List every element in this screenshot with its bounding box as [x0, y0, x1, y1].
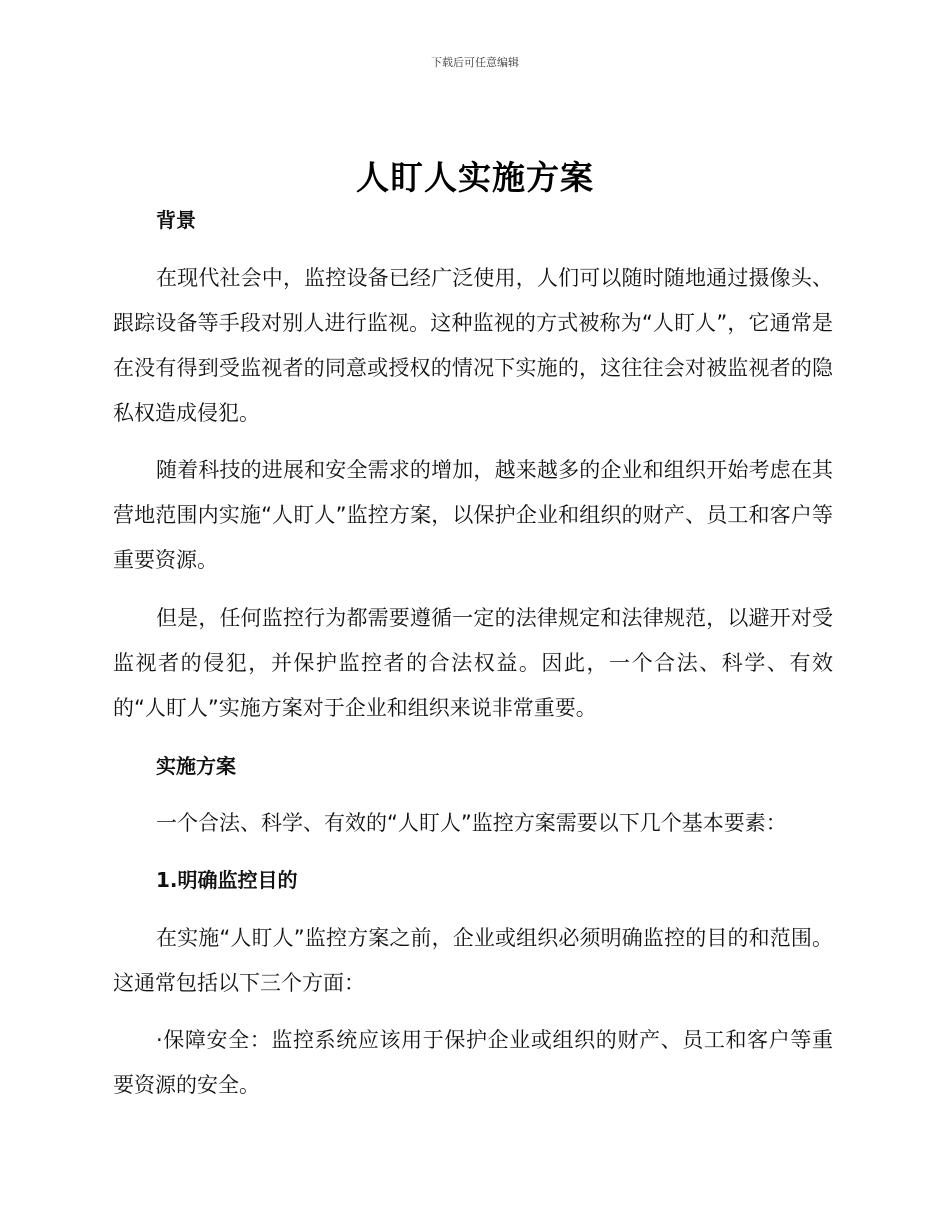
section-heading-plan: 实施方案 [156, 754, 236, 778]
paragraph-background-1: 在现代社会中，监控设备已经广泛使用，人们可以随时随地通过摄像头、跟踪设备等手段对别人进行监视。这种监视的方式被称为“人盯人”，它通常是在没有得到受监视者的同意或授权的情况下实施的，这往往会对被监视者的隐私权造成侵犯。 [113, 266, 833, 425]
paragraph-background-3: 但是，任何监控行为都需要遵循一定的法律规定和法律规范，以避开对受监视者的侵犯，并保护监控者的合法权益。因此，一个合法、科学、有效的“人盯人”实施方案对于企业和组织来说非常重要。 [113, 606, 833, 720]
paragraph-plan-intro: 一个合法、科学、有效的“人盯人”监控方案需要以下几个基本要素： [156, 811, 787, 835]
header-note: 下载后可任意编辑 [431, 56, 519, 69]
section-heading-background: 背景 [156, 208, 196, 232]
paragraph-item-1: 在实施“人盯人”监控方案之前，企业或组织必须明确监控的目的和范围。这通常包括以下三个方面： [113, 926, 833, 995]
paragraph-background-2: 随着科技的进展和安全需求的增加，越来越多的企业和组织开始考虑在其营地范围内实施“人盯人”监控方案，以保护企业和组织的财产、员工和客户等重要资源。 [113, 458, 833, 572]
document-title: 人盯人实施方案 [356, 158, 594, 197]
bullet-item-1: ·保障安全：监控系统应该用于保护企业或组织的财产、员工和客户等重要资源的安全。 [113, 1028, 833, 1097]
subheading-item-1: 1.明确监控目的 [156, 868, 298, 892]
